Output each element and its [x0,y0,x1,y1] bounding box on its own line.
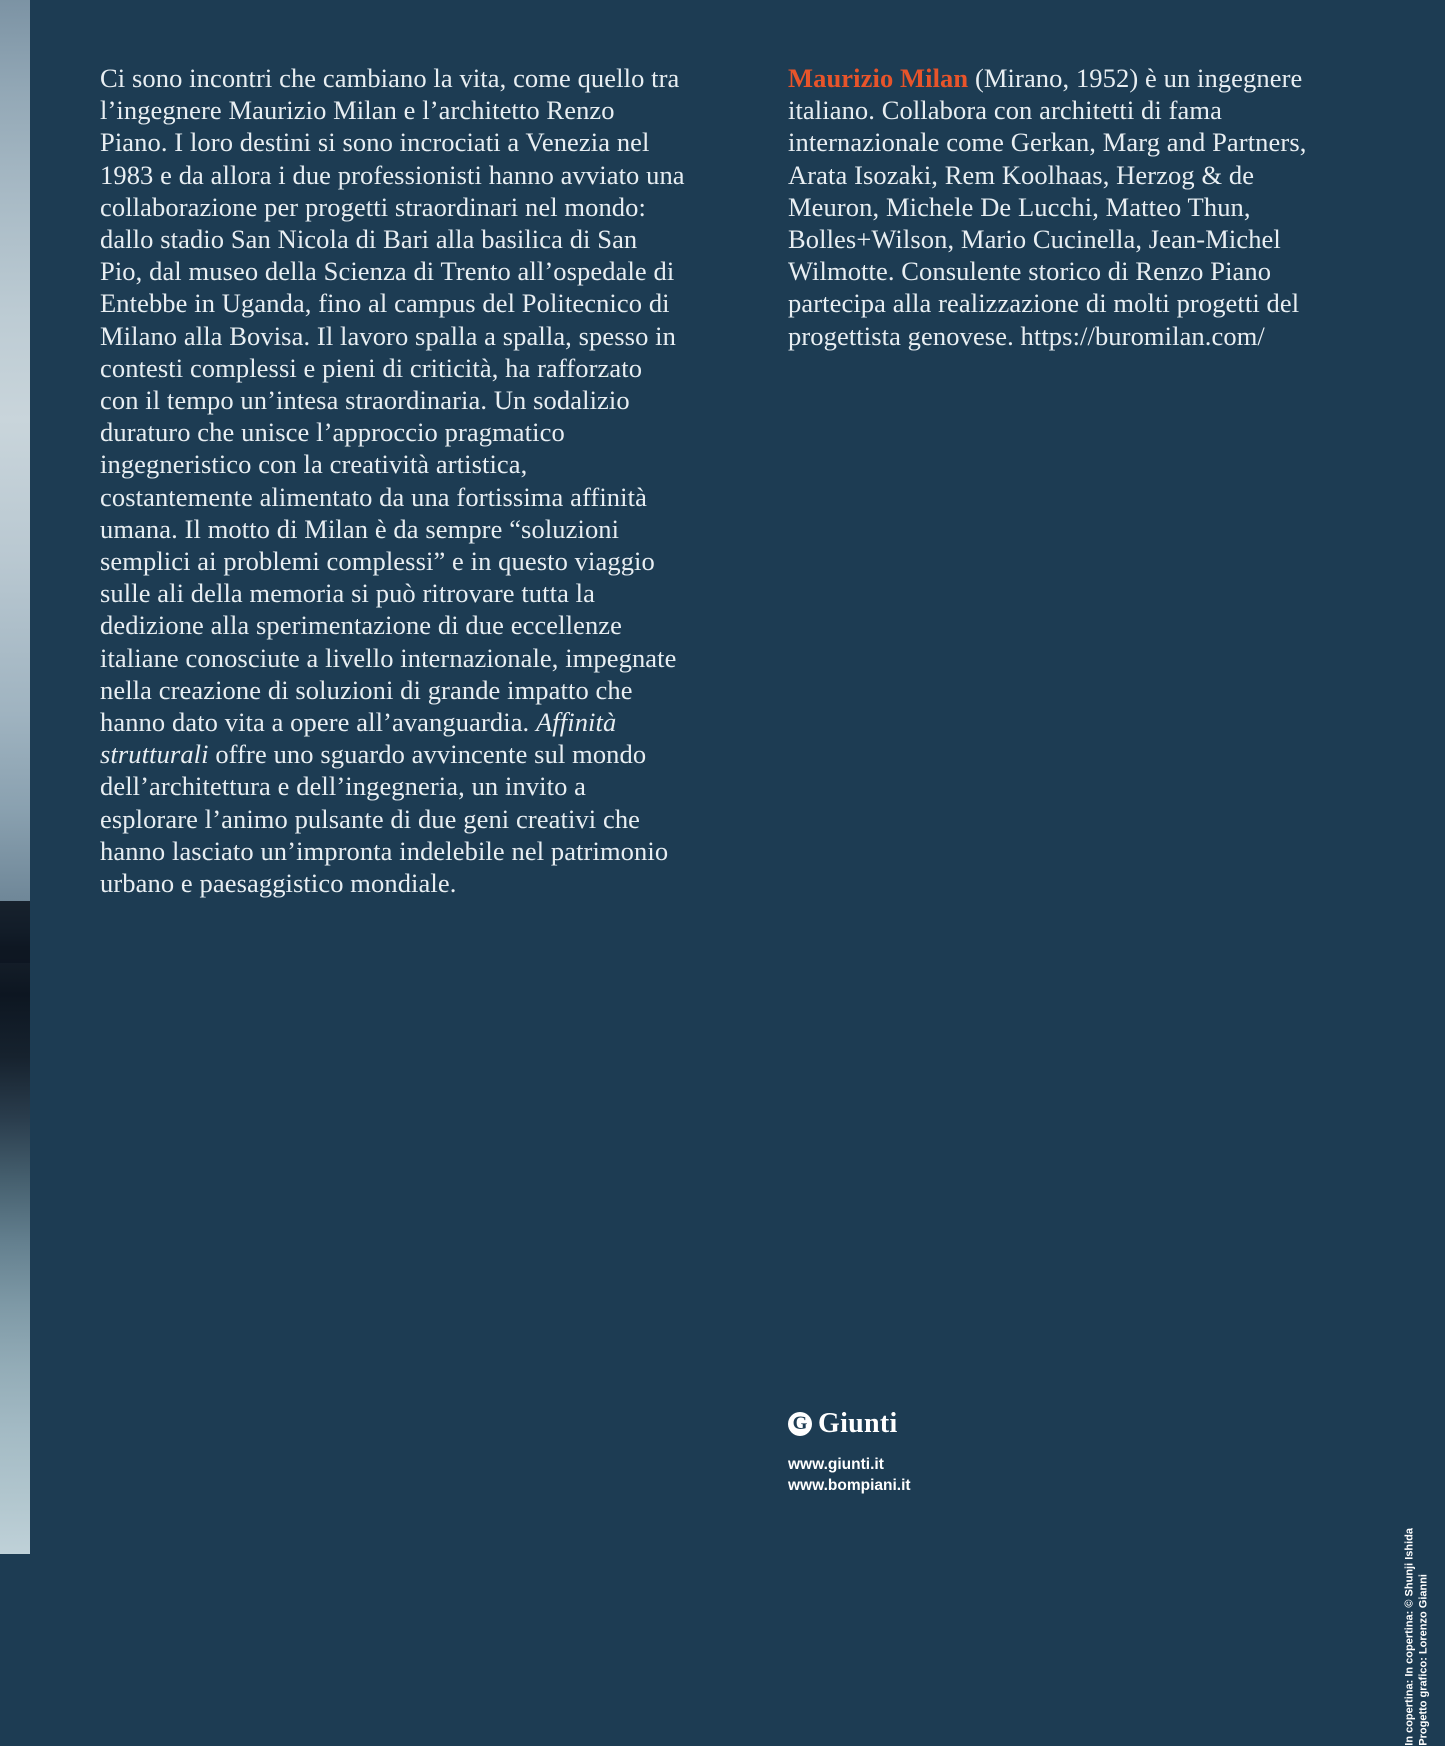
author-bio-column [788,62,1348,352]
giunti-logo-icon: G [788,1412,812,1436]
book-title-italic: Affinità strutturali [100,707,624,770]
book-blurb [100,62,692,899]
publisher-urls [788,1454,1188,1496]
author-name: Maurizio Milan [788,63,969,93]
credits-line-photo: In copertina: In copertina: © Shunji Ishida [1404,1528,1416,1746]
credits-line-design: Progetto grafico: Lorenzo Gianni [1418,1574,1430,1746]
publisher-url-bompiani[interactable]: www.bompiani.it [788,1477,911,1494]
publisher-url-giunti[interactable]: www.giunti.it [788,1456,884,1473]
author-bio-text: (Mirano, 1952) è un ingegnere italiano. Collabora con architetti di fama internazionale come Gerkan, Marg and Partners, Arata Isozaki, Rem Koolhaas, Herzog & de Meuron, Michele De Lucchi, Matteo Thun, Bolles+Wilson, Mario Cucinella, Jean-Michel Wilmotte. Consulente storico di Renzo Piano partecipa alla realizzazione di molti progetti del progettista genovese. https://buromilan.com/ [788,63,1312,351]
blurb-body-tail: offre uno sguardo avvincente sul mondo dell’architettura e dell’ingegneria, un invito a esplorare l’animo pulsante di due geni creativi che hanno lasciato un’impronta indelebile nel patrimonio urbano e paesaggistico mondiale. [100,739,675,899]
blurb-column [100,62,692,899]
publisher-name: Giunti [818,1408,898,1439]
blurb-body: Ci sono incontri che cambiano la vita, come quello tra l’ingegnere Maurizio Milan e l’architetto Renzo Piano. I loro destini si sono incrociati a Venezia nel 1983 e da allora i due professionisti hanno avviato una collaborazione per progetti straordinari nel mondo: dallo stadio San Nicola di Bari alla basilica di San Pio, dal museo della Scienza di Trento all’ospedale di Entebbe in Uganda, fino al campus del Politecnico di Milano alla Bovisa. Il lavoro spalla a spalla, spesso in contesti complessi e pieni di criticità, ha rafforzato con il tempo un’intesa straordinaria. Un sodalizio duraturo che unisce l’approccio pragmatico ingegneristico con la creatività artistica, costantemente alimentato da una fortissima affinità umana. Il motto di Milan è da sempre “soluzioni semplici ai problemi complessi” e in questo viaggio sulle ali della memoria si può ritrovare tutta la dedizione alla sperimentazione di due eccellenze italiane conosciute a livello internazionale, impegnate nella creazione di soluzioni di grande impatto che hanno dato vita a opere all’avanguardia. [100,63,692,738]
publisher-block [788,1408,1188,1496]
cover-credits [1403,1528,1431,1746]
author-bio [788,62,1348,352]
publisher-logo [788,1408,1188,1440]
